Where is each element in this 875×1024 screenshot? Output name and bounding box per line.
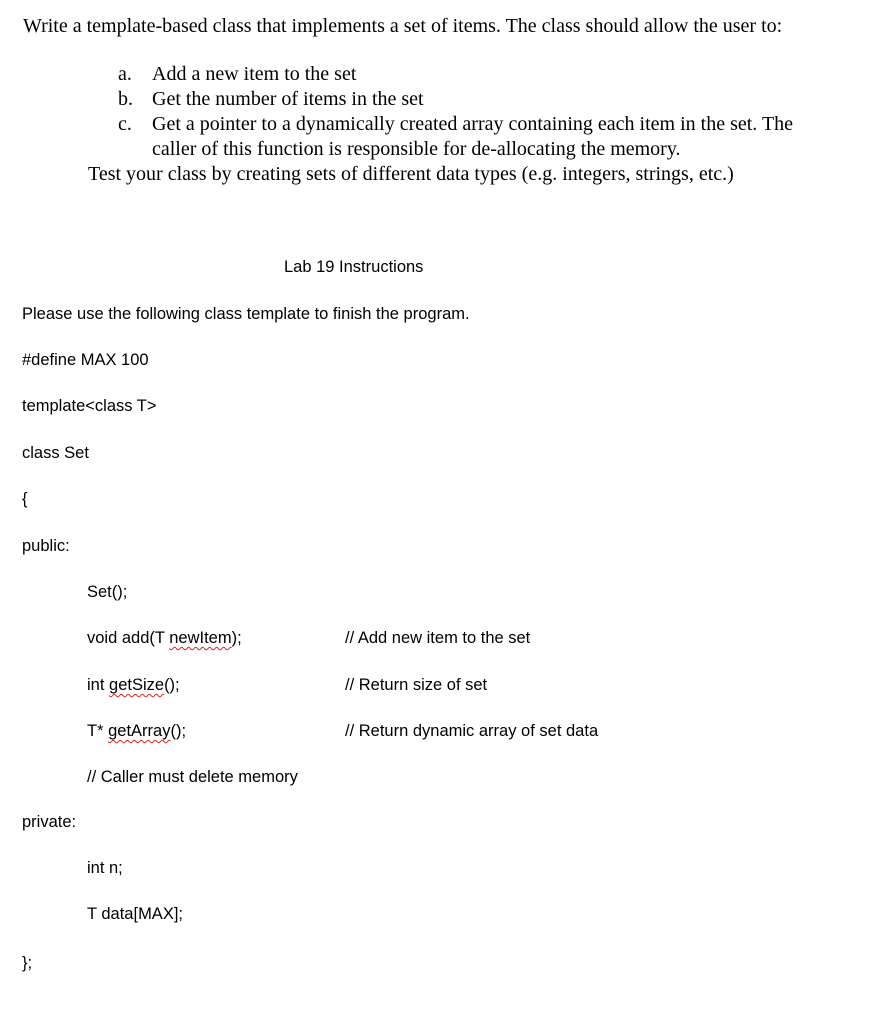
code-public-label: public: — [22, 537, 70, 555]
code-getsize-method — [87, 675, 180, 695]
code-constructor: Set(); — [87, 583, 128, 601]
code-data-array: T data[MAX]; — [87, 905, 183, 923]
code-add-param: newItem — [169, 629, 232, 647]
list-item-array-line2: caller of this function is responsible for de-allocating the memory. — [152, 138, 681, 160]
test-instruction: Test your class by creating sets of different data types (e.g. integers, strings, etc.) — [88, 163, 734, 185]
code-size-prefix: int — [87, 676, 110, 694]
list-item-array-line1: Get a pointer to a dynamically created array containing each item in the set. The — [152, 113, 794, 135]
code-define: #define MAX 100 — [22, 351, 149, 369]
lab-instruction-text: Please use the following class template to finish the program. — [22, 305, 470, 323]
list-item-count: Get the number of items in the set — [152, 88, 424, 110]
code-getarray-method — [87, 721, 186, 741]
code-array-suffix: (); — [170, 722, 187, 740]
code-size-name: getSize — [109, 676, 165, 694]
code-array-comment: // Return dynamic array of set data — [345, 722, 599, 740]
code-class-decl: class Set — [22, 444, 89, 462]
code-close-brace: }; — [22, 954, 33, 972]
code-size-comment: // Return size of set — [345, 676, 488, 694]
code-private-label: private: — [22, 813, 77, 831]
code-caller-comment: // Caller must delete memory — [87, 768, 298, 786]
code-int-n: int n; — [87, 859, 123, 877]
list-marker-a: a. — [118, 63, 132, 85]
code-add-prefix: void add(T — [87, 629, 170, 647]
code-open-brace: { — [22, 490, 28, 508]
list-marker-b: b. — [118, 88, 133, 110]
code-template: template<class T> — [22, 397, 157, 415]
problem-intro: Write a template-based class that implements a set of items. The class should allow the user to: — [23, 15, 783, 37]
code-add-suffix: ); — [231, 629, 242, 647]
code-add-comment: // Add new item to the set — [345, 629, 531, 647]
list-marker-c: c. — [118, 113, 132, 135]
code-add-method — [87, 628, 242, 648]
code-array-name: getArray — [108, 722, 171, 740]
lab-title: Lab 19 Instructions — [284, 258, 424, 276]
code-size-suffix: (); — [164, 676, 180, 694]
code-array-prefix: T* — [87, 722, 109, 740]
list-item-add: Add a new item to the set — [152, 63, 357, 85]
